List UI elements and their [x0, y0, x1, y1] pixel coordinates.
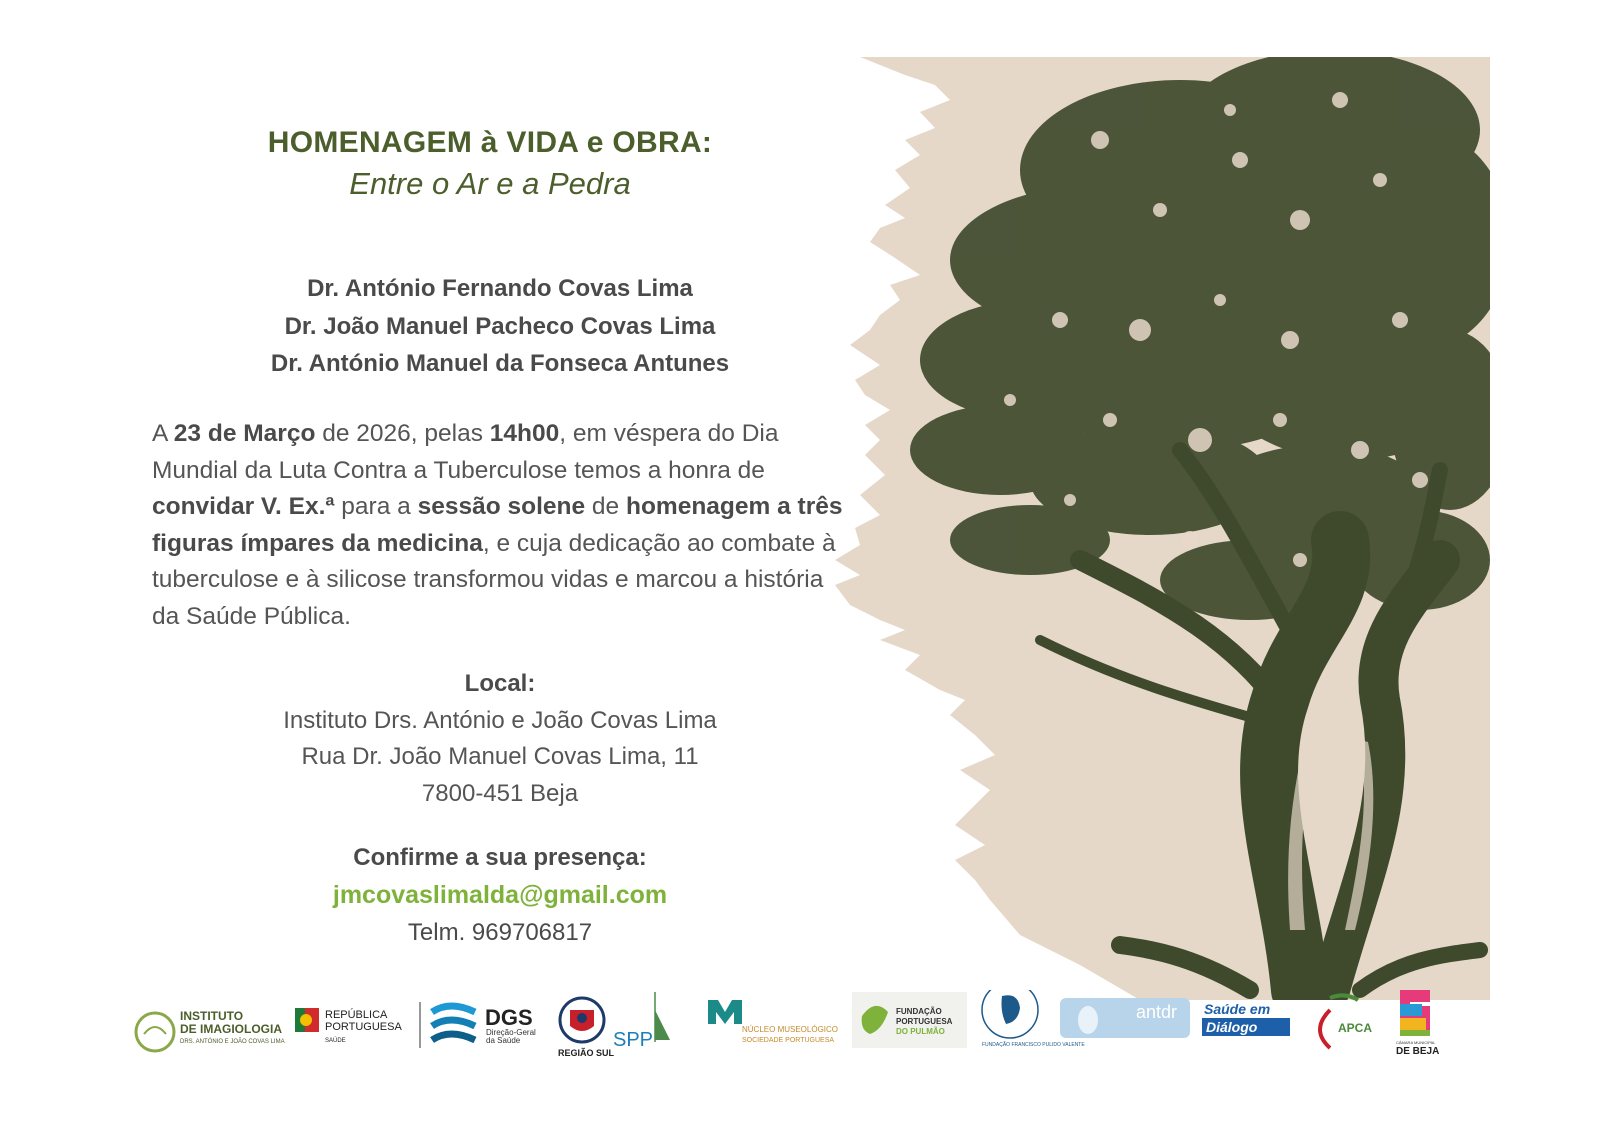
title-line-2: Entre o Ar e a Pedra	[349, 166, 631, 201]
body-invite: convidar V. Ex.ª	[152, 493, 335, 520]
venue-line-1: Instituto Drs. António e João Covas Lima	[283, 706, 717, 734]
logo-regiao-sul	[558, 998, 615, 1058]
logo-regiao-text: REGIÃO SUL	[558, 1048, 615, 1058]
logo-dgs-text: DGS	[485, 1005, 533, 1030]
rsvp-block	[150, 840, 850, 952]
logo-fundacao-pulmao	[852, 992, 967, 1048]
sponsor-logos	[130, 990, 1470, 1090]
logo-apca-text: APCA	[1338, 1021, 1373, 1035]
body-text-5: de	[585, 493, 626, 520]
logo-camara-beja	[1396, 990, 1439, 1057]
body-text-3: , em véspera do Dia Mundial da Luta Contra a Tuberculose temos a honra de	[152, 420, 779, 484]
body-session: sessão solene	[417, 493, 586, 520]
logo-republica-text-1: REPÚBLICA	[325, 1009, 388, 1021]
body-text-4: para a	[334, 493, 418, 520]
body-homage: homenagem a três figuras ímpares da medicina	[152, 493, 843, 557]
logo-dgs-sub-1: Direção-Geral	[486, 1028, 536, 1037]
venue-line-2: Rua Dr. João Manuel Covas Lima, 11	[301, 743, 699, 770]
venue-label: Local:	[464, 670, 536, 697]
rsvp-email-link[interactable]: jmcovaslimalda@gmail.com	[332, 881, 668, 909]
logo-imagiologia-text-2: DE IMAGIOLOGIA	[180, 1022, 282, 1036]
logo-republica-portuguesa	[295, 1002, 420, 1048]
logo-republica-text-2: PORTUGUESA	[325, 1021, 402, 1033]
logo-pulido-text: FUNDAÇÃO FRANCISCO PULIDO VALENTE	[982, 1042, 1085, 1048]
logo-fundacao-text-3: DO PULMÃO	[896, 1027, 945, 1036]
venue-block	[150, 666, 850, 812]
logo-instituto-imagiologia	[136, 1009, 285, 1051]
logo-fundacao-text-2: PORTUGUESA	[896, 1017, 953, 1026]
logo-antdr-text: antdr	[1136, 1002, 1178, 1022]
body-text-1: A	[152, 420, 174, 447]
body-time: 14h00	[489, 420, 560, 447]
logo-saude-text-1: Saúde em	[1204, 1001, 1271, 1017]
logo-dgs	[432, 1005, 536, 1045]
logo-republica-text-3: SAÚDE	[325, 1038, 346, 1044]
title-line-1: HOMENAGEM à VIDA e OBRA:	[267, 126, 713, 159]
body-date: 23 de Março	[173, 420, 316, 447]
logo-nucleo-museologico	[708, 1000, 838, 1044]
rsvp-label: Confirme a sua presença:	[353, 844, 647, 871]
logo-imagiologia-text-1: INSTITUTO	[180, 1009, 244, 1023]
logo-saude-text-2: Diálogo	[1206, 1019, 1258, 1035]
logo-spp-text: SPP	[613, 1029, 654, 1051]
logo-beja-text-2: DE BEJA	[1396, 1046, 1440, 1057]
logo-beja-text-1: CÂMARA MUNICIPAL	[1396, 1040, 1436, 1045]
honoree-3: Dr. António Manuel da Fonseca Antunes	[270, 350, 730, 377]
body-text-2: de 2026, pelas	[315, 420, 490, 447]
logo-nucleo-text-2: SOCIEDADE PORTUGUESA	[742, 1037, 835, 1044]
invitation-paragraph	[152, 416, 857, 635]
body-text-6: , e cuja dedicação ao combate à tuberculose e à silicose transformou vidas e marcou a história da Saúde Pública.	[152, 529, 836, 630]
venue-line-3: 7800-451 Beja	[421, 779, 579, 807]
logo-spp	[613, 992, 670, 1051]
honoree-2: Dr. João Manuel Pacheco Covas Lima	[284, 312, 716, 340]
honoree-1: Dr. António Fernando Covas Lima	[307, 275, 693, 302]
rsvp-phone: Telm. 969706817	[407, 919, 593, 946]
logo-imagiologia-text-3: DRS. ANTÓNIO E JOÃO COVAS LIMA	[180, 1039, 285, 1045]
logo-dgs-sub-2: da Saúde	[486, 1036, 521, 1045]
logo-saude-dialogo	[1202, 1001, 1290, 1036]
honorees-list	[150, 270, 850, 383]
logo-antdr	[1060, 998, 1190, 1038]
logo-nucleo-text-1: NÚCLEO MUSEOLÓGICO	[742, 1025, 839, 1034]
logo-fundacao-text-1: FUNDAÇÃO	[896, 1007, 942, 1016]
logo-apca	[1320, 995, 1372, 1048]
